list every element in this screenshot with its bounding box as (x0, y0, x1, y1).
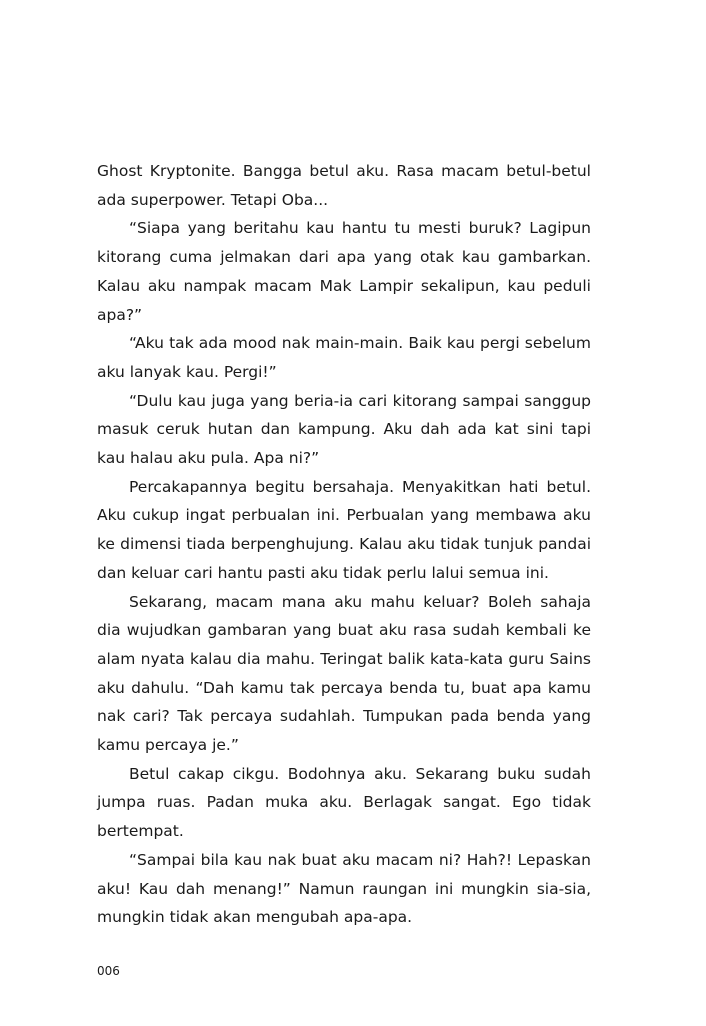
paragraph-5: Percakapannya begitu bersahaja. Menyakitkan hati betul. Aku cukup ingat perbualan ini. Perbualan yang membawa aku ke dimensi tiada berpenghujung. Kalau aku tidak tunjuk pandai dan keluar cari hantu pasti aku tidak perlu lalui semua ini. (97, 477, 591, 582)
paragraph-8: “Sampai bila kau nak buat aku macam ni? Hah?! Lepaskan aku! Kau dah menang!” Namun raungan ini mungkin sia-sia, mungkin tidak akan mengubah apa-apa. (97, 850, 591, 927)
paragraph-1: Ghost Kryptonite. Bangga betul aku. Rasa macam betul-betul ada superpower. Tetapi Oba... (97, 162, 591, 209)
paragraph-2: “Siapa yang beritahu kau hantu tu mesti buruk? Lagipun kitorang cuma jelmakan dari apa yang otak kau gambarkan. Kalau aku nampak macam Mak Lampir sekalipun, kau peduli apa?” (97, 219, 591, 324)
paragraph-7: Betul cakap cikgu. Bodohnya aku. Sekarang buku sudah jumpa ruas. Padan muka aku. Berlagak sangat. Ego tidak bertempat. (97, 764, 591, 841)
paragraph-3: “Aku tak ada mood nak main-main. Baik kau pergi sebelum aku lanyak kau. Pergi!” (97, 334, 591, 381)
body-text (97, 157, 591, 932)
paragraph-4: “Dulu kau juga yang beria-ia cari kitorang sampai sanggup masuk ceruk hutan dan kampung. Aku dah ada kat sini tapi kau halau aku pula. Apa ni?” (97, 391, 591, 468)
page-number: 006 (97, 964, 120, 978)
paragraph-6: Sekarang, macam mana aku mahu keluar? Boleh sahaja dia wujudkan gambaran yang buat aku rasa sudah kembali ke alam nyata kalau dia mahu. Teringat balik kata-kata guru Sains aku dahulu. “Dah kamu tak percaya benda tu, buat apa kamu nak cari? Tak percaya sudahlah. Tumpukan pada benda yang kamu percaya je.” (97, 592, 591, 755)
